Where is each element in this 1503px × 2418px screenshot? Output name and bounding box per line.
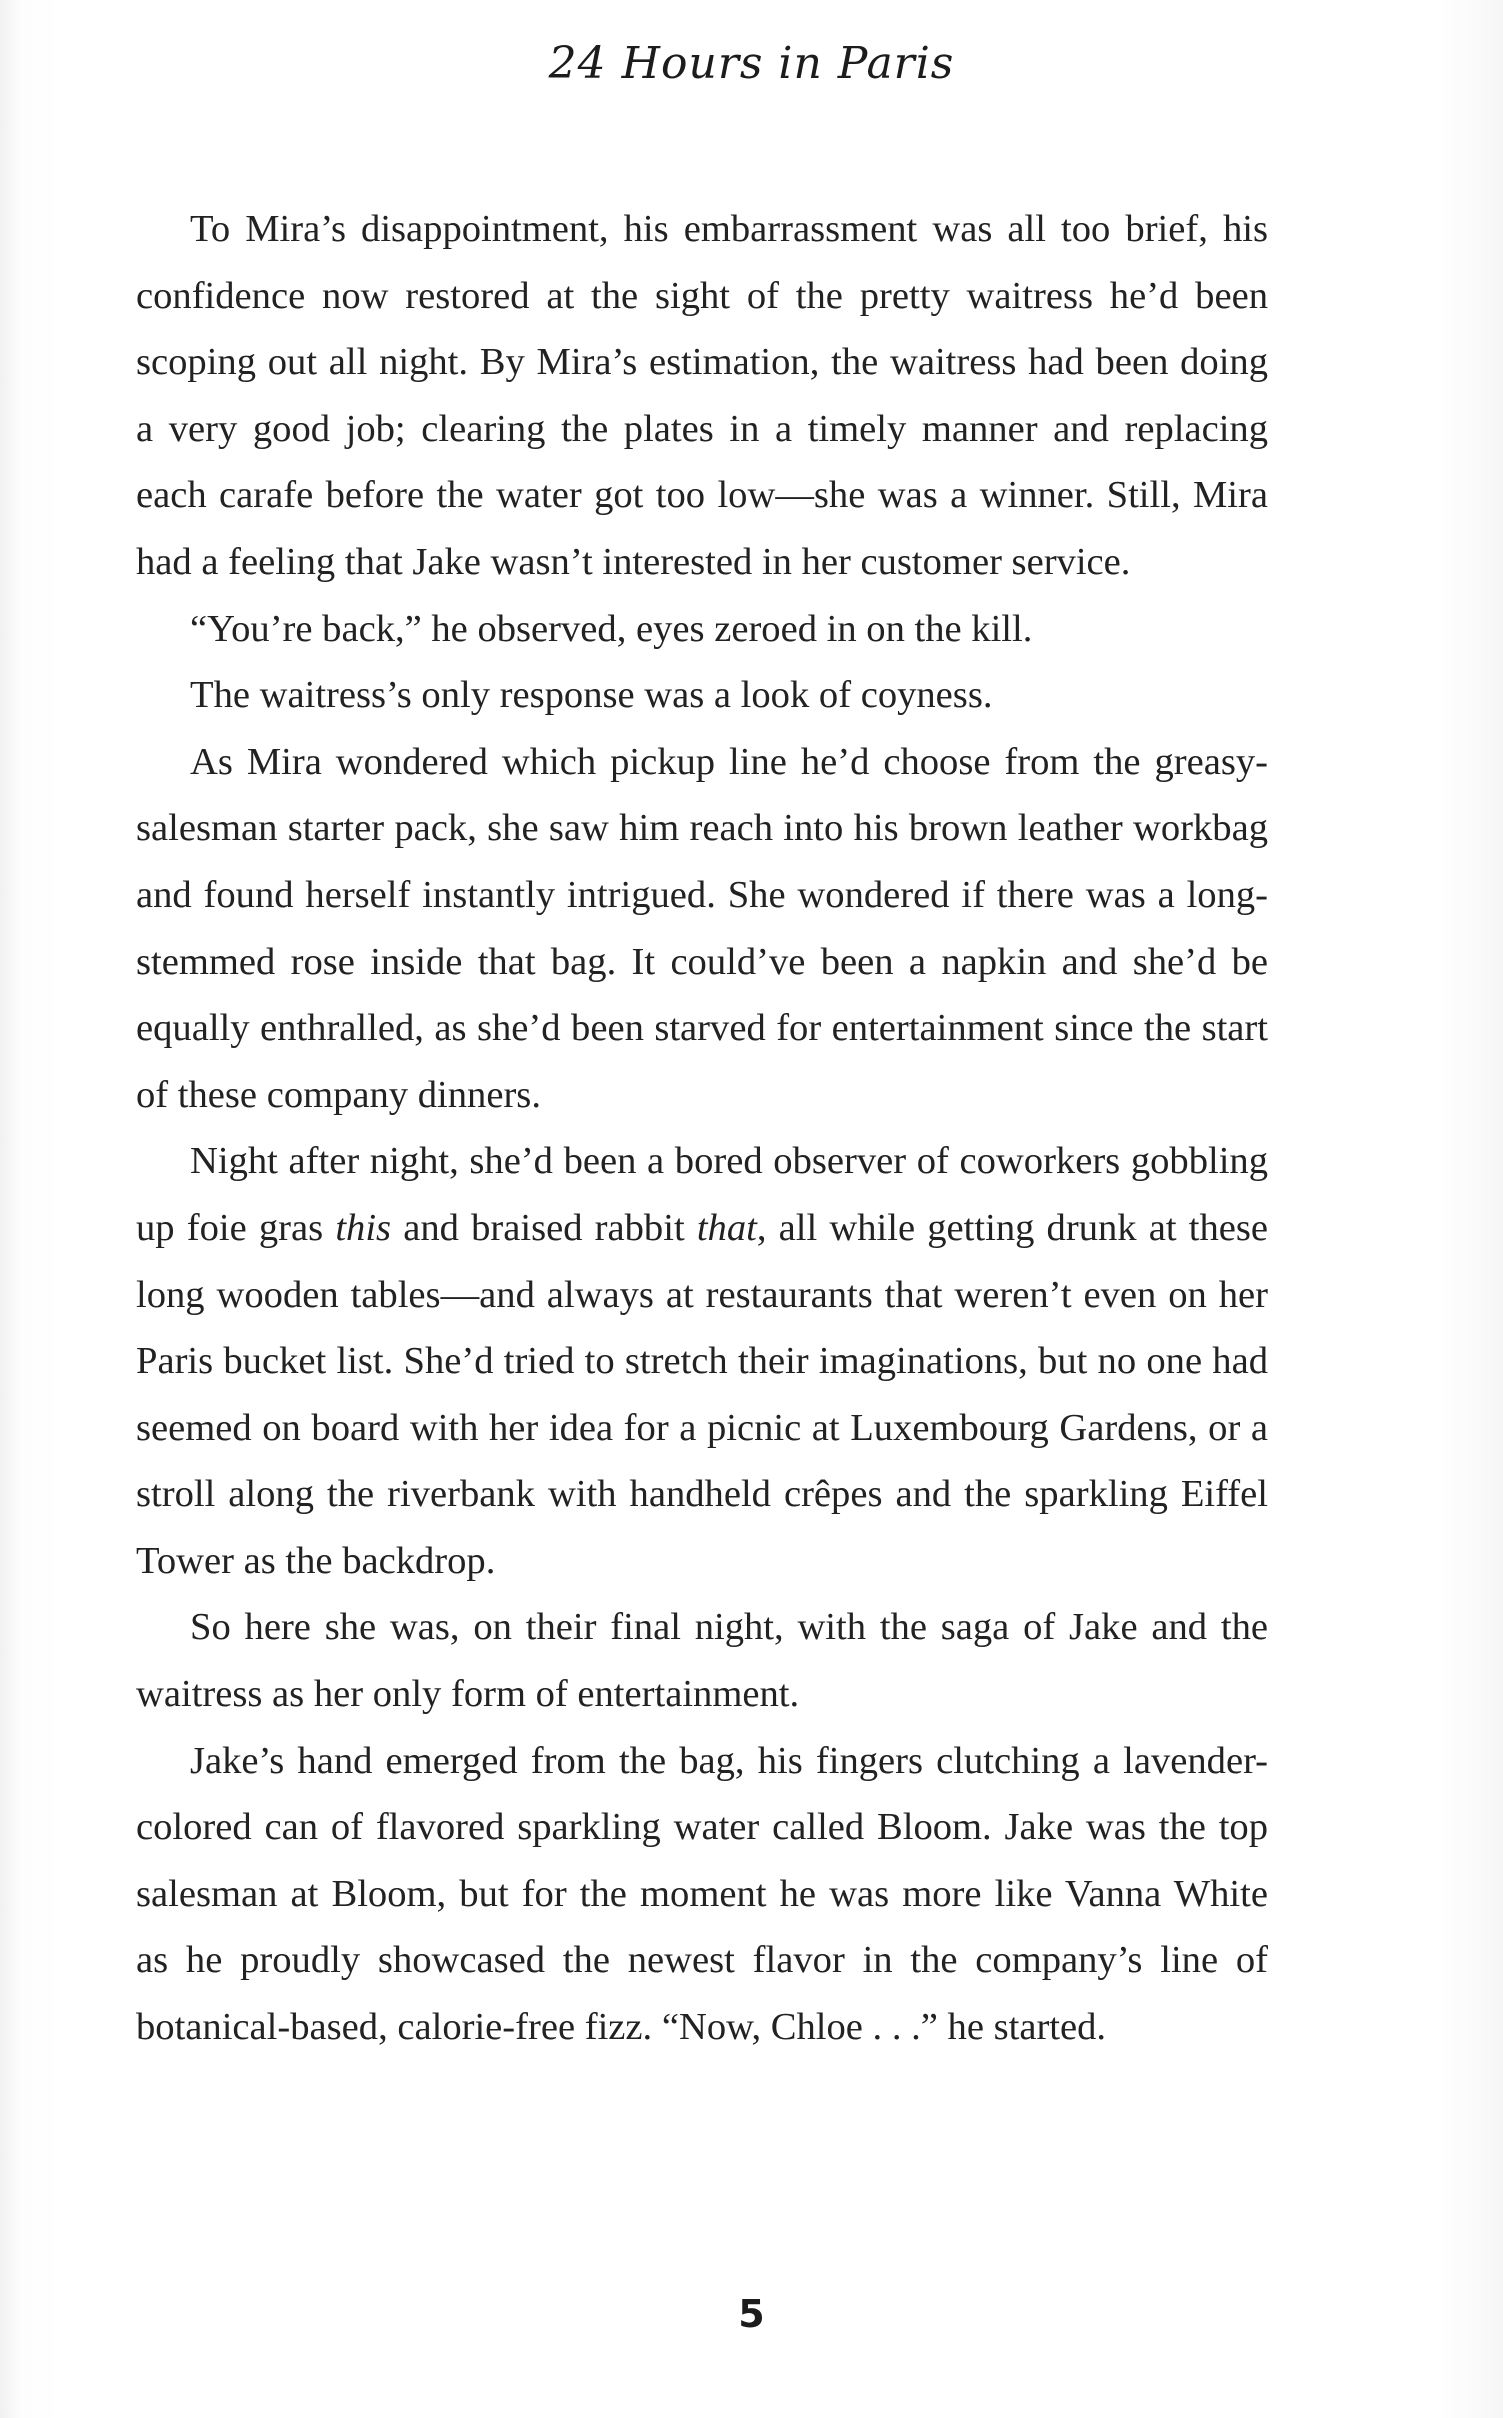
italic-emphasis: that — [696, 1206, 757, 1249]
paragraph-text: “You’re back,” he observed, eyes zeroed in on the kill. — [190, 607, 1033, 650]
page-number: 5 — [738, 2292, 765, 2336]
running-head: 24 Hours in Paris — [548, 38, 955, 89]
paragraph — [136, 729, 1268, 1129]
paragraph — [136, 1728, 1268, 2061]
paragraph — [136, 596, 1268, 663]
paragraph-text: Night after night, she’d been a bored observer of coworkers gobbling up foie gras — [136, 1140, 1268, 1249]
paragraph-text: As Mira wondered which pickup line he’d choose from the greasy-salesman starter pack, she saw him reach into his brown leather workbag and found herself instantly intrigued. She wondered if there was a long-stemmed rose inside that bag. It could’ve been a napkin and she’d be equally enthralled, as she’d been starved for entertainment since the start of these company dinners. — [136, 740, 1268, 1116]
paragraph-text: Jake’s hand emerged from the bag, his fingers clutching a lavender-colored can of flavored sparkling water called Bloom. Jake was the top salesman at Bloom, but for the moment he was more like Vanna White as he proudly showcased the newest flavor in the company’s line of botanical-based, calorie-free fizz. “Now, Chloe . . .” he started. — [136, 1739, 1268, 2049]
paragraph — [136, 662, 1268, 729]
paragraph-text: To Mira’s disappointment, his embarrassment was all too brief, his confidence now restored at the sight of the pretty waitress he’d been scoping out all night. By Mira’s estimation, the waitress had been doing a very good job; clearing the plates in a timely manner and replacing each carafe before the water got too low—she was a winner. Still, Mira had a feeling that Jake wasn’t interested in her customer service. — [136, 208, 1268, 583]
paragraph-text: So here she was, on their final night, with the saga of Jake and the waitress as her only form of entertainment. — [136, 1606, 1268, 1716]
italic-emphasis: this — [335, 1206, 392, 1249]
paragraph-text: The waitress’s only response was a look of coyness. — [190, 674, 993, 717]
paragraph — [136, 196, 1268, 596]
paragraph — [136, 1594, 1268, 1727]
body-text — [136, 196, 1268, 2061]
paragraph — [136, 1128, 1268, 1594]
paragraph-text: , all while getting drunk at these long wooden tables—and always at restaurants that weren’t even on her Paris bucket list. She’d tried to stretch their imaginations, but no one had seemed on board with her idea for a picnic at Luxembourg Gardens, or a stroll along the riverbank with handheld crêpes and the sparkling Eiffel Tower as the backdrop. — [136, 1206, 1268, 1582]
paragraph-text: and braised rabbit — [391, 1206, 697, 1249]
